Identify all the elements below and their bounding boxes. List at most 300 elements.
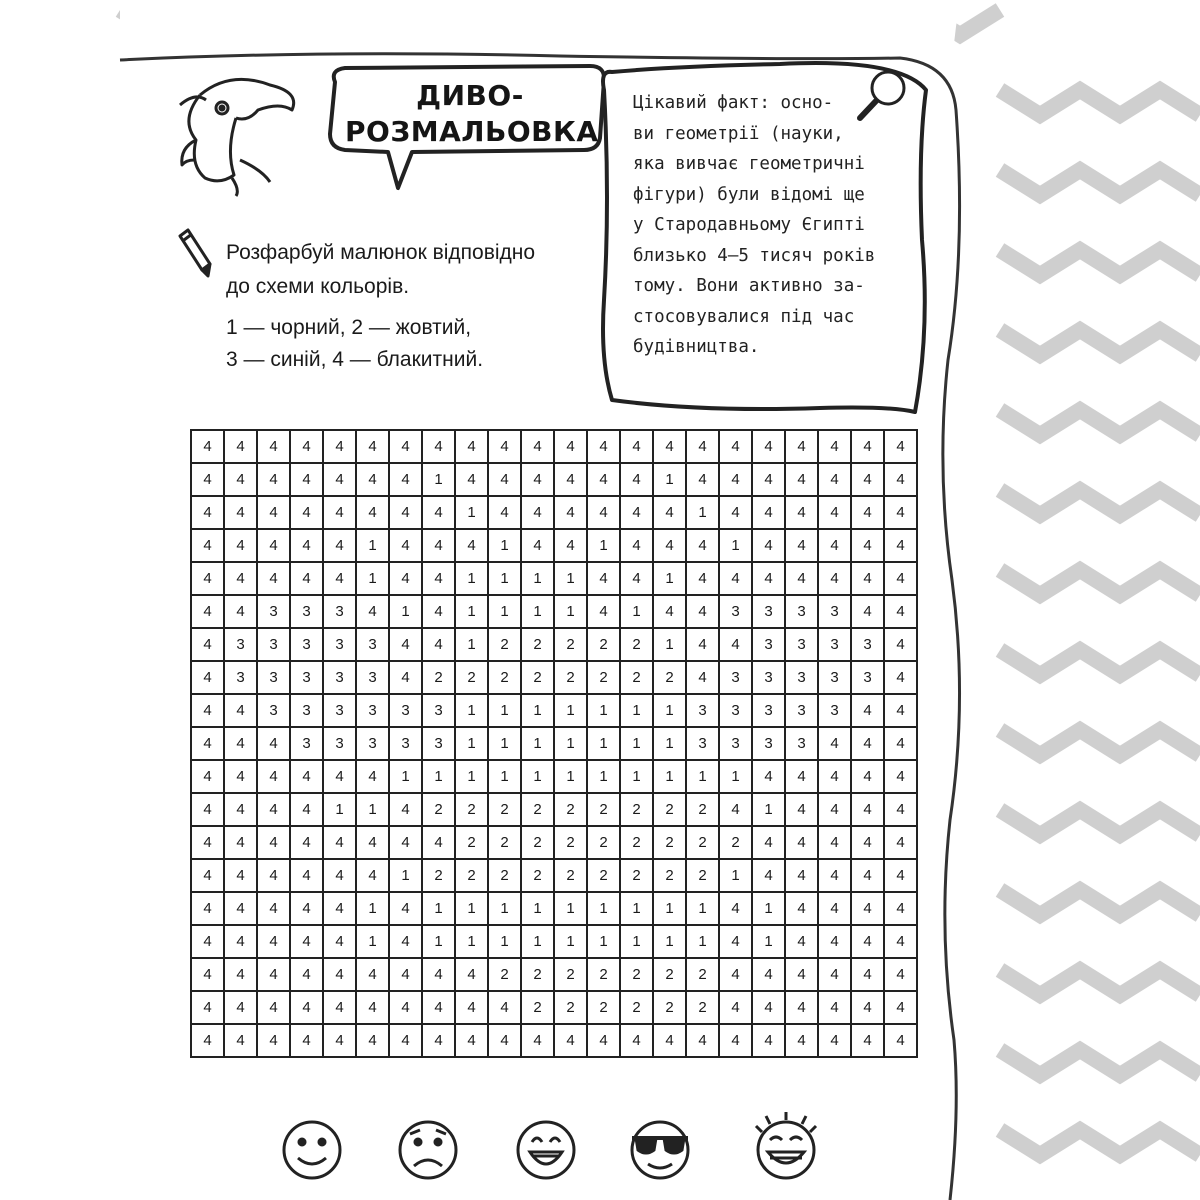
grid-cell[interactable]: 4 [588,563,621,596]
grid-cell[interactable]: 3 [819,629,852,662]
grid-cell[interactable]: 4 [819,860,852,893]
grid-cell[interactable]: 4 [720,926,753,959]
grid-cell[interactable]: 2 [588,860,621,893]
grid-cell[interactable]: 4 [720,464,753,497]
grid-cell[interactable]: 4 [225,959,258,992]
grid-cell[interactable]: 4 [720,497,753,530]
grid-cell[interactable]: 1 [522,893,555,926]
grid-cell[interactable]: 3 [786,629,819,662]
grid-cell[interactable]: 1 [588,926,621,959]
grid-cell[interactable]: 4 [885,959,918,992]
grid-cell[interactable]: 4 [819,926,852,959]
grid-cell[interactable]: 1 [423,761,456,794]
grid-cell[interactable]: 4 [258,728,291,761]
grid-cell[interactable]: 2 [588,959,621,992]
grid-cell[interactable]: 4 [753,563,786,596]
grid-cell[interactable]: 4 [225,761,258,794]
grid-cell[interactable]: 4 [390,629,423,662]
grid-cell[interactable]: 4 [291,893,324,926]
grid-cell[interactable]: 2 [423,662,456,695]
grid-cell[interactable]: 3 [786,596,819,629]
grid-cell[interactable]: 1 [753,893,786,926]
grid-cell[interactable]: 4 [258,794,291,827]
grid-cell[interactable]: 4 [225,695,258,728]
grid-cell[interactable]: 1 [621,926,654,959]
grid-cell[interactable]: 1 [456,596,489,629]
grid-cell[interactable]: 4 [357,860,390,893]
grid-cell[interactable]: 4 [390,827,423,860]
grid-cell[interactable]: 3 [324,662,357,695]
grid-cell[interactable]: 4 [885,464,918,497]
grid-cell[interactable]: 2 [588,992,621,1025]
grid-cell[interactable]: 1 [654,695,687,728]
grid-cell[interactable]: 4 [192,926,225,959]
grid-cell[interactable]: 2 [456,662,489,695]
grid-cell[interactable]: 4 [819,893,852,926]
grid-cell[interactable]: 3 [423,695,456,728]
grid-cell[interactable]: 4 [192,1025,225,1058]
grid-cell[interactable]: 4 [225,893,258,926]
grid-cell[interactable]: 4 [588,1025,621,1058]
grid-cell[interactable]: 1 [654,893,687,926]
grid-cell[interactable]: 4 [324,860,357,893]
grid-cell[interactable]: 1 [456,761,489,794]
grid-cell[interactable]: 3 [291,662,324,695]
grid-cell[interactable]: 4 [555,431,588,464]
grid-cell[interactable]: 4 [192,959,225,992]
grid-cell[interactable]: 4 [225,992,258,1025]
grid-cell[interactable]: 1 [555,893,588,926]
grid-cell[interactable]: 4 [720,893,753,926]
grid-cell[interactable]: 4 [588,464,621,497]
grid-cell[interactable]: 2 [489,860,522,893]
grid-cell[interactable]: 4 [324,893,357,926]
grid-cell[interactable]: 1 [357,530,390,563]
grid-cell[interactable]: 4 [423,1025,456,1058]
grid-cell[interactable]: 3 [786,662,819,695]
grid-cell[interactable]: 4 [720,629,753,662]
grid-cell[interactable]: 4 [819,431,852,464]
grid-cell[interactable]: 4 [852,728,885,761]
grid-cell[interactable]: 4 [753,464,786,497]
grid-cell[interactable]: 2 [687,794,720,827]
grid-cell[interactable]: 4 [555,497,588,530]
grid-cell[interactable]: 3 [258,629,291,662]
grid-cell[interactable]: 4 [852,860,885,893]
grid-cell[interactable]: 1 [654,926,687,959]
grid-cell[interactable]: 4 [357,761,390,794]
grid-cell[interactable]: 4 [291,992,324,1025]
grid-cell[interactable]: 4 [324,563,357,596]
grid-cell[interactable]: 1 [555,728,588,761]
grid-cell[interactable]: 3 [357,662,390,695]
grid-cell[interactable]: 4 [390,893,423,926]
grid-cell[interactable]: 1 [522,761,555,794]
grid-cell[interactable]: 4 [291,563,324,596]
grid-cell[interactable]: 1 [588,530,621,563]
grid-cell[interactable]: 1 [489,893,522,926]
grid-cell[interactable]: 4 [390,431,423,464]
grid-cell[interactable]: 3 [753,695,786,728]
grid-cell[interactable]: 1 [522,728,555,761]
grid-cell[interactable]: 2 [654,794,687,827]
grid-cell[interactable]: 2 [555,992,588,1025]
grid-cell[interactable]: 3 [720,596,753,629]
grid-cell[interactable]: 3 [357,728,390,761]
grid-cell[interactable]: 4 [258,893,291,926]
grid-cell[interactable]: 4 [720,794,753,827]
grid-cell[interactable]: 4 [192,563,225,596]
grid-cell[interactable]: 4 [885,530,918,563]
grid-cell[interactable]: 4 [258,926,291,959]
grid-cell[interactable]: 4 [324,827,357,860]
grid-cell[interactable]: 4 [423,959,456,992]
grid-cell[interactable]: 4 [357,596,390,629]
grid-cell[interactable]: 4 [885,992,918,1025]
grid-cell[interactable]: 4 [225,728,258,761]
grid-cell[interactable]: 4 [621,497,654,530]
grid-cell[interactable]: 2 [489,827,522,860]
grid-cell[interactable]: 4 [687,629,720,662]
grid-cell[interactable]: 2 [489,629,522,662]
grid-cell[interactable]: 1 [588,728,621,761]
grid-cell[interactable]: 4 [753,959,786,992]
grid-cell[interactable]: 4 [885,893,918,926]
grid-cell[interactable]: 4 [192,497,225,530]
grid-cell[interactable]: 2 [654,827,687,860]
grid-cell[interactable]: 4 [588,497,621,530]
grid-cell[interactable]: 2 [555,959,588,992]
grid-cell[interactable]: 4 [225,926,258,959]
grid-cell[interactable]: 2 [456,860,489,893]
grid-cell[interactable]: 4 [720,563,753,596]
grid-cell[interactable]: 3 [258,695,291,728]
grid-cell[interactable]: 1 [522,596,555,629]
grid-cell[interactable]: 4 [786,464,819,497]
grid-cell[interactable]: 1 [390,761,423,794]
grid-cell[interactable]: 3 [720,728,753,761]
grid-cell[interactable]: 4 [291,1025,324,1058]
grid-cell[interactable]: 1 [456,893,489,926]
grid-cell[interactable]: 1 [720,860,753,893]
grid-cell[interactable]: 1 [423,464,456,497]
grid-cell[interactable]: 2 [621,794,654,827]
grid-cell[interactable]: 4 [621,464,654,497]
grid-cell[interactable]: 4 [192,992,225,1025]
grid-cell[interactable]: 1 [753,794,786,827]
grid-cell[interactable]: 2 [522,959,555,992]
grid-cell[interactable]: 3 [786,695,819,728]
grid-cell[interactable]: 2 [687,827,720,860]
grid-cell[interactable]: 2 [522,794,555,827]
grid-cell[interactable]: 1 [621,728,654,761]
grid-cell[interactable]: 4 [357,497,390,530]
grid-cell[interactable]: 1 [654,563,687,596]
grid-cell[interactable]: 4 [225,794,258,827]
grid-cell[interactable]: 4 [654,431,687,464]
grid-cell[interactable]: 4 [819,1025,852,1058]
grid-cell[interactable]: 4 [786,926,819,959]
grid-cell[interactable]: 1 [324,794,357,827]
grid-cell[interactable]: 1 [456,728,489,761]
grid-cell[interactable]: 2 [555,629,588,662]
grid-cell[interactable]: 4 [885,860,918,893]
grid-cell[interactable]: 1 [621,893,654,926]
grid-cell[interactable]: 4 [687,1025,720,1058]
grid-cell[interactable]: 1 [654,629,687,662]
grid-cell[interactable]: 3 [390,728,423,761]
grid-cell[interactable]: 4 [423,563,456,596]
grid-cell[interactable]: 2 [621,662,654,695]
grid-cell[interactable]: 4 [489,431,522,464]
grid-cell[interactable]: 1 [456,563,489,596]
grid-cell[interactable]: 2 [621,827,654,860]
grid-cell[interactable]: 2 [654,662,687,695]
grid-cell[interactable]: 3 [291,629,324,662]
grid-cell[interactable]: 4 [192,728,225,761]
grid-cell[interactable]: 4 [522,464,555,497]
grid-cell[interactable]: 4 [753,1025,786,1058]
grid-cell[interactable]: 4 [720,1025,753,1058]
grid-cell[interactable]: 4 [324,926,357,959]
grid-cell[interactable]: 2 [489,662,522,695]
grid-cell[interactable]: 2 [423,860,456,893]
grid-cell[interactable]: 4 [786,992,819,1025]
grid-cell[interactable]: 4 [357,959,390,992]
grid-cell[interactable]: 4 [852,1025,885,1058]
grid-cell[interactable]: 4 [786,959,819,992]
grid-cell[interactable]: 1 [621,695,654,728]
grid-cell[interactable]: 4 [885,827,918,860]
grid-cell[interactable]: 2 [555,794,588,827]
grid-cell[interactable]: 1 [456,695,489,728]
grid-cell[interactable]: 4 [852,431,885,464]
grid-cell[interactable]: 4 [687,662,720,695]
grid-cell[interactable]: 4 [786,563,819,596]
grid-cell[interactable]: 4 [225,530,258,563]
grid-cell[interactable]: 2 [654,860,687,893]
grid-cell[interactable]: 3 [423,728,456,761]
grid-cell[interactable]: 4 [654,530,687,563]
grid-cell[interactable]: 4 [324,959,357,992]
grid-cell[interactable]: 4 [357,827,390,860]
grid-cell[interactable]: 4 [423,827,456,860]
grid-cell[interactable]: 4 [390,959,423,992]
grid-cell[interactable]: 4 [225,1025,258,1058]
grid-cell[interactable]: 4 [786,530,819,563]
grid-cell[interactable]: 4 [390,563,423,596]
grid-cell[interactable]: 4 [390,926,423,959]
grid-cell[interactable]: 4 [291,860,324,893]
grid-cell[interactable]: 2 [522,992,555,1025]
grid-cell[interactable]: 2 [456,794,489,827]
grid-cell[interactable]: 1 [456,629,489,662]
grid-cell[interactable]: 4 [522,431,555,464]
grid-cell[interactable]: 2 [621,860,654,893]
grid-cell[interactable]: 4 [819,959,852,992]
grid-cell[interactable]: 1 [654,728,687,761]
grid-cell[interactable]: 3 [291,596,324,629]
grid-cell[interactable]: 1 [753,926,786,959]
grid-cell[interactable]: 4 [885,431,918,464]
grid-cell[interactable]: 4 [291,926,324,959]
grid-cell[interactable]: 4 [720,992,753,1025]
grid-cell[interactable]: 4 [522,1025,555,1058]
grid-cell[interactable]: 4 [687,563,720,596]
grid-cell[interactable]: 2 [621,992,654,1025]
grid-cell[interactable]: 4 [324,464,357,497]
grid-cell[interactable]: 2 [621,959,654,992]
grid-cell[interactable]: 4 [819,464,852,497]
grid-cell[interactable]: 4 [324,761,357,794]
grid-cell[interactable]: 4 [885,596,918,629]
grid-cell[interactable]: 4 [192,530,225,563]
grid-cell[interactable]: 3 [258,662,291,695]
grid-cell[interactable]: 1 [489,530,522,563]
grid-cell[interactable]: 4 [225,860,258,893]
grid-cell[interactable]: 4 [456,992,489,1025]
grid-cell[interactable]: 1 [423,893,456,926]
grid-cell[interactable]: 4 [621,1025,654,1058]
grid-cell[interactable]: 4 [522,497,555,530]
grid-cell[interactable]: 4 [819,761,852,794]
grid-cell[interactable]: 2 [555,827,588,860]
grid-cell[interactable]: 4 [258,959,291,992]
grid-cell[interactable]: 4 [192,695,225,728]
grid-cell[interactable]: 4 [258,860,291,893]
grid-cell[interactable]: 4 [324,431,357,464]
grid-cell[interactable]: 4 [357,992,390,1025]
grid-cell[interactable]: 4 [291,959,324,992]
grid-cell[interactable]: 1 [357,893,390,926]
grid-cell[interactable]: 4 [258,464,291,497]
grid-cell[interactable]: 4 [852,926,885,959]
grid-cell[interactable]: 4 [192,827,225,860]
grid-cell[interactable]: 1 [489,695,522,728]
grid-cell[interactable]: 4 [654,497,687,530]
grid-cell[interactable]: 1 [621,596,654,629]
grid-cell[interactable]: 2 [489,959,522,992]
grid-cell[interactable]: 1 [687,893,720,926]
grid-cell[interactable]: 4 [885,794,918,827]
grid-cell[interactable]: 4 [291,530,324,563]
grid-cell[interactable]: 1 [555,926,588,959]
grid-cell[interactable]: 1 [555,596,588,629]
grid-cell[interactable]: 4 [819,992,852,1025]
grid-cell[interactable]: 2 [522,662,555,695]
grid-cell[interactable]: 4 [258,761,291,794]
grid-cell[interactable]: 4 [753,992,786,1025]
grid-cell[interactable]: 3 [357,695,390,728]
grid-cell[interactable]: 3 [819,596,852,629]
grid-cell[interactable]: 4 [456,959,489,992]
grid-cell[interactable]: 4 [522,530,555,563]
grid-cell[interactable]: 4 [819,497,852,530]
grid-cell[interactable]: 4 [687,530,720,563]
grid-cell[interactable]: 4 [324,530,357,563]
grid-cell[interactable]: 1 [357,794,390,827]
grid-cell[interactable]: 3 [720,695,753,728]
grid-cell[interactable]: 4 [753,761,786,794]
grid-cell[interactable]: 4 [819,563,852,596]
grid-cell[interactable]: 1 [489,728,522,761]
grid-cell[interactable]: 4 [588,431,621,464]
grid-cell[interactable]: 4 [225,464,258,497]
grid-cell[interactable]: 4 [225,596,258,629]
grid-cell[interactable]: 3 [324,629,357,662]
grid-cell[interactable]: 4 [720,959,753,992]
grid-cell[interactable]: 1 [522,926,555,959]
grid-cell[interactable]: 4 [885,497,918,530]
grid-cell[interactable]: 1 [489,761,522,794]
grid-cell[interactable]: 4 [555,464,588,497]
grid-cell[interactable]: 4 [357,431,390,464]
grid-cell[interactable]: 2 [588,629,621,662]
grid-cell[interactable]: 4 [555,1025,588,1058]
grid-cell[interactable]: 1 [390,596,423,629]
grid-cell[interactable]: 4 [258,563,291,596]
grid-cell[interactable]: 4 [489,992,522,1025]
grid-cell[interactable]: 3 [687,728,720,761]
grid-cell[interactable]: 4 [621,563,654,596]
grid-cell[interactable]: 4 [852,530,885,563]
grid-cell[interactable]: 4 [852,992,885,1025]
grid-cell[interactable]: 4 [786,761,819,794]
grid-cell[interactable]: 4 [456,431,489,464]
grid-cell[interactable]: 4 [291,794,324,827]
grid-cell[interactable]: 4 [852,827,885,860]
grid-cell[interactable]: 4 [852,464,885,497]
grid-cell[interactable]: 4 [687,596,720,629]
grid-cell[interactable]: 2 [456,827,489,860]
grid-cell[interactable]: 2 [489,794,522,827]
grid-cell[interactable]: 4 [324,1025,357,1058]
grid-cell[interactable]: 4 [819,827,852,860]
grid-cell[interactable]: 2 [654,992,687,1025]
grid-cell[interactable]: 4 [654,1025,687,1058]
grid-cell[interactable]: 4 [786,794,819,827]
grid-cell[interactable]: 4 [786,827,819,860]
grid-cell[interactable]: 4 [390,1025,423,1058]
grid-cell[interactable]: 4 [786,860,819,893]
grid-cell[interactable]: 4 [555,530,588,563]
grid-cell[interactable]: 3 [357,629,390,662]
grid-cell[interactable]: 4 [324,497,357,530]
grid-cell[interactable]: 1 [357,563,390,596]
grid-cell[interactable]: 4 [621,530,654,563]
grid-cell[interactable]: 4 [291,431,324,464]
grid-cell[interactable]: 3 [687,695,720,728]
grid-cell[interactable]: 4 [291,497,324,530]
grid-cell[interactable]: 1 [423,926,456,959]
grid-cell[interactable]: 2 [555,662,588,695]
grid-cell[interactable]: 4 [258,1025,291,1058]
grid-cell[interactable]: 4 [258,530,291,563]
grid-cell[interactable]: 3 [753,728,786,761]
grid-cell[interactable]: 1 [588,761,621,794]
grid-cell[interactable]: 2 [588,827,621,860]
grid-cell[interactable]: 1 [357,926,390,959]
grid-cell[interactable]: 4 [192,794,225,827]
grid-cell[interactable]: 4 [852,563,885,596]
grid-cell[interactable]: 4 [588,596,621,629]
grid-cell[interactable]: 1 [489,563,522,596]
grid-cell[interactable]: 4 [885,728,918,761]
grid-cell[interactable]: 2 [687,860,720,893]
grid-cell[interactable]: 4 [852,794,885,827]
grid-cell[interactable]: 4 [786,893,819,926]
grid-cell[interactable]: 4 [819,728,852,761]
